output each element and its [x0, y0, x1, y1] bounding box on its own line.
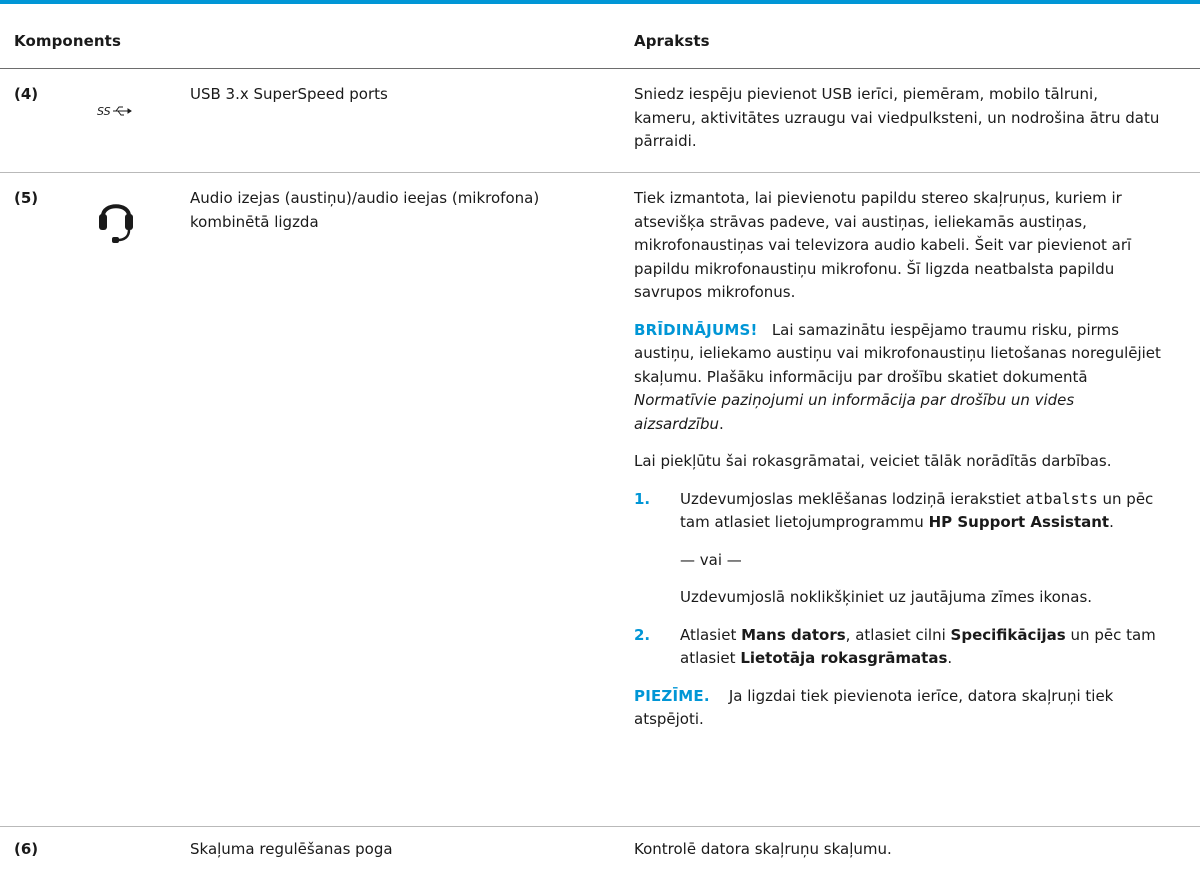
access-text: Lai piekļūtu šai rokasgrāmatai, veiciet tālāk norādītās darbības. — [634, 452, 1112, 470]
header-component: Komponents — [14, 32, 121, 50]
step-number: 2. — [634, 625, 651, 644]
component-description: Kontrolē datora skaļruņu skaļumu. — [634, 840, 892, 858]
step-1: 1. Uzdevumjoslas meklēšanas lodziņā ierakstiet atbalsts un pēc tam atlasiet lietojumprogrammu HP Support Assistant. — [634, 489, 1154, 531]
component-description: Sniedz iespēju pievienot USB ierīci, piemēram, mobilo tālruni, kameru, aktivitātes uzraugu vai viedpulksteni, un nodrošina ātru datu pārraidi. — [634, 85, 1160, 150]
component-description: Tiek izmantota, lai pievienotu papildu stereo skaļruņus, kuriem ir atsevišķa strāvas padeve, vai austiņas, ieliekamās austiņas, mikrofonaustiņas vai televizora audio kabeli. Šeit var pievienot arī papildu mikrofonaustiņu mikrofonu. Šī ligzda neatbalsta papildu savrupos mikrofonus. — [634, 189, 1132, 301]
row-number: (6) — [14, 840, 39, 858]
svg-text:SS: SS — [97, 105, 111, 118]
row-divider — [0, 826, 1200, 827]
warning-text: Lai samazinātu iespējamo traumu risku, pirms austiņu, ieliekamo austiņu vai mikrofonaustiņu lietošanas noregulējiet skaļumu. Plašāku informāciju par drošību skatiet dokumentā — [634, 320, 1161, 386]
table-header — [0, 22, 1200, 69]
note-paragraph — [634, 685, 1164, 732]
app-name: HP Support Assistant — [928, 513, 1110, 531]
top-accent-bar — [0, 0, 1200, 4]
component-name: USB 3.x SuperSpeed ports — [190, 85, 388, 103]
row-number: (4) — [14, 85, 39, 103]
warning-paragraph: BRĪDINĀJUMS! Lai samazinātu iespējamo traumu risku, pirms austiņu, ieliekamo austiņu vai mikrofonaustiņu lietošanas noregulējiet skaļumu. Plašāku informāciju par drošību skatiet dokumentā Normatīvie paziņojumi un informācija par drošību un vides aizsardzību. — [634, 320, 1161, 433]
headphone-icon — [98, 192, 134, 250]
or-separator: — vai — — [680, 550, 742, 569]
row-divider — [0, 172, 1200, 173]
step-number: 1. — [634, 489, 651, 508]
component-name: Skaļuma regulēšanas poga — [190, 840, 393, 858]
alt-instruction: Uzdevumjoslā noklikšķiniet uz jautājuma zīmes ikonas. — [680, 588, 1093, 606]
note-text: Ja ligzdai tiek pievienota ierīce, datora skaļruņi tiek atspējoti. — [634, 686, 1114, 728]
header-description: Apraksts — [634, 32, 710, 50]
usb-superspeed-icon — [97, 103, 137, 123]
row-number: (5) — [14, 189, 39, 207]
note-label: PIEZĪME. — [634, 686, 710, 705]
component-description-block — [634, 187, 1164, 746]
step-2: 2. Atlasiet Mans dators, atlasiet cilni Specifikācijas un pēc tam atlasiet Lietotāja rokasgrāmatas. — [634, 625, 1156, 667]
component-name: Audio izejas (austiņu)/audio ieejas (mikrofona) kombinētā ligzda — [190, 189, 540, 231]
warning-doc-title: Normatīvie paziņojumi un informācija par drošību un vides aizsardzību — [634, 391, 1075, 433]
warning-label: BRĪDINĀJUMS! — [634, 320, 758, 339]
search-term: atbalsts — [1025, 489, 1098, 508]
